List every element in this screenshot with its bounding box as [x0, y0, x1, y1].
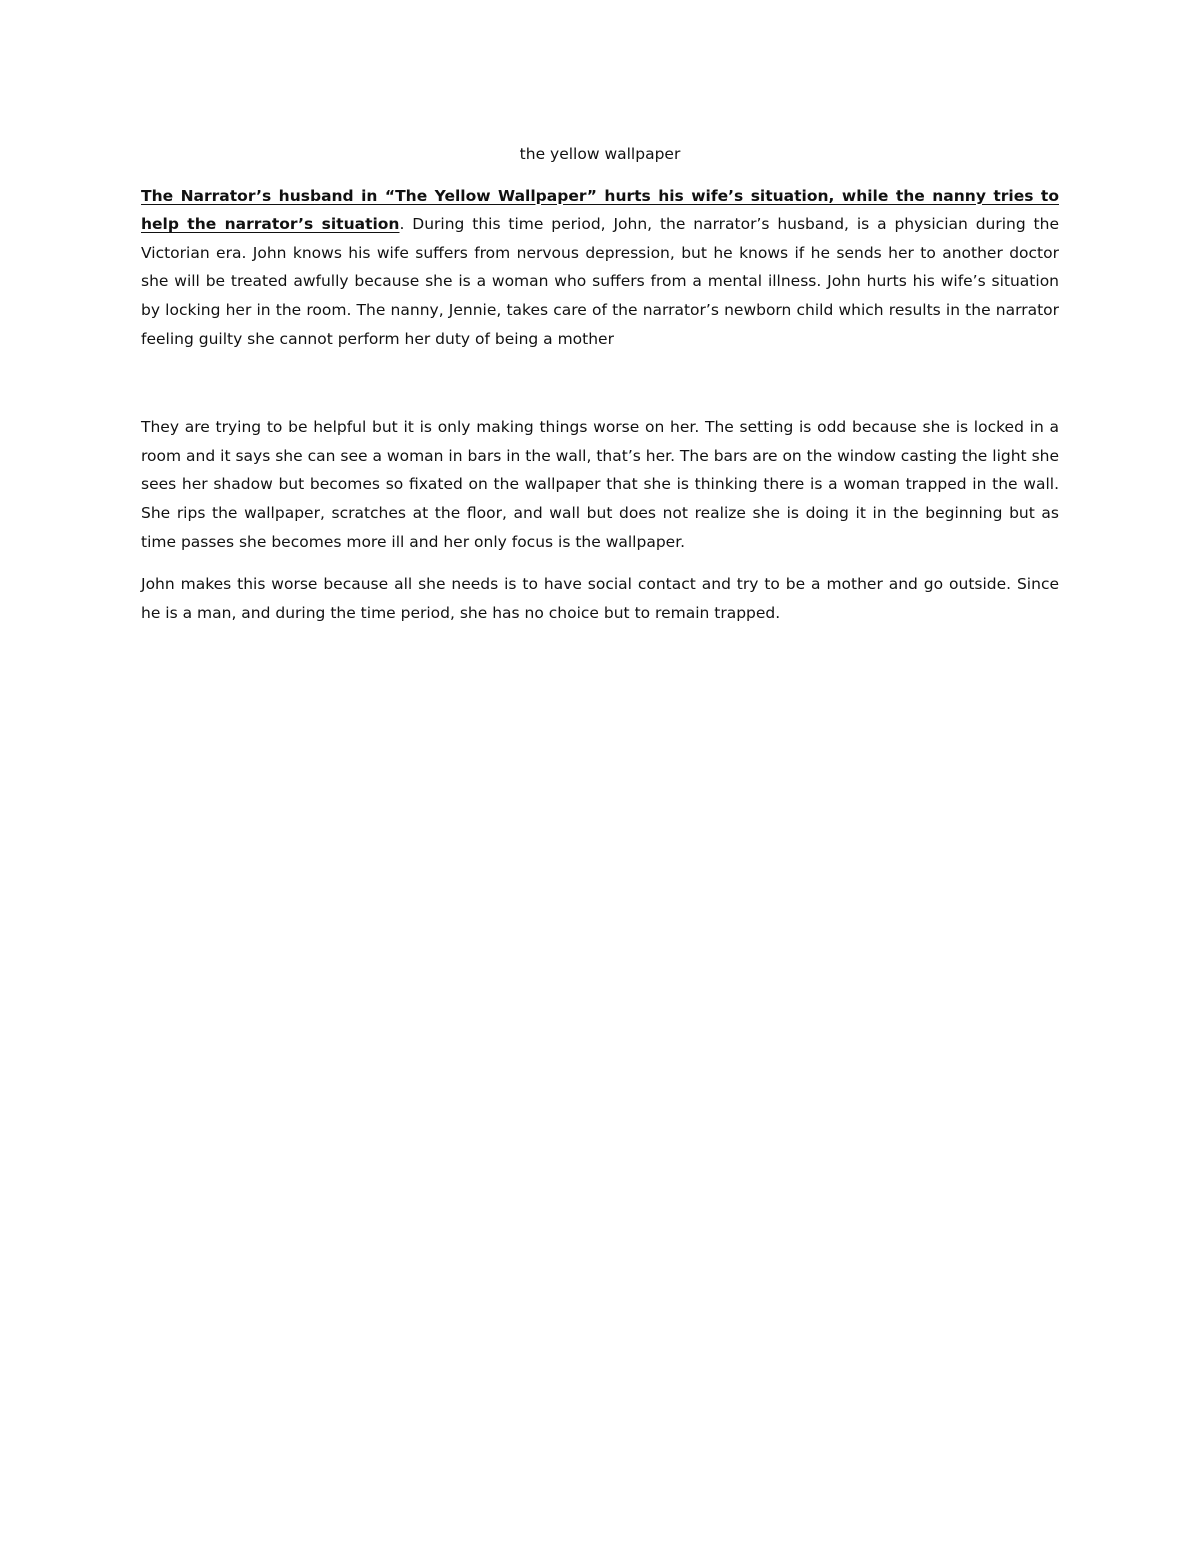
thesis-period: .	[399, 215, 405, 234]
paragraph-spacer	[141, 556, 1059, 570]
paragraph-1	[141, 182, 1059, 354]
paragraph-3: John makes this worse because all she needs is to have social contact and try to be a mother and go outside. Since he is a man, and during the time period, she has no choice but to remain trapped.	[141, 575, 1059, 622]
paragraph-2: They are trying to be helpful but it is only making things worse on her. The setting is odd because she is locked in a room and it says she can see a woman in bars in the wall, that’s her. The bars are on the window casting the light she sees her shadow but becomes so fixated on the wallpaper that she is thinking there is a woman trapped in the wall. She rips the wallpaper, scratches at the floor, and wall but does not realize she is doing it in the beginning but as time passes she becomes more ill and her only focus is the wallpaper.	[141, 418, 1059, 551]
paragraph-1-body: During this time period, John, the narrator’s husband, is a physician during the Victorian era. John knows his wife suffers from nervous depression, but he knows if he sends her to another doctor she will be treated awfully because she is a woman who suffers from a mental illness. John hurts his wife’s situation by locking her in the room. The nanny, Jennie, takes care of the narrator’s newborn child which results in the narrator feeling guilty she cannot perform her duty of being a mother	[141, 215, 1059, 348]
paragraph-spacer	[141, 353, 1059, 413]
thesis-statement: The Narrator’s husband in “The Yellow Wallpaper” hurts his wife’s situation, while the nanny tries to help the narrator’s situation	[141, 186, 1059, 234]
document-body	[141, 140, 1059, 627]
document-title: the yellow wallpaper	[519, 145, 681, 163]
